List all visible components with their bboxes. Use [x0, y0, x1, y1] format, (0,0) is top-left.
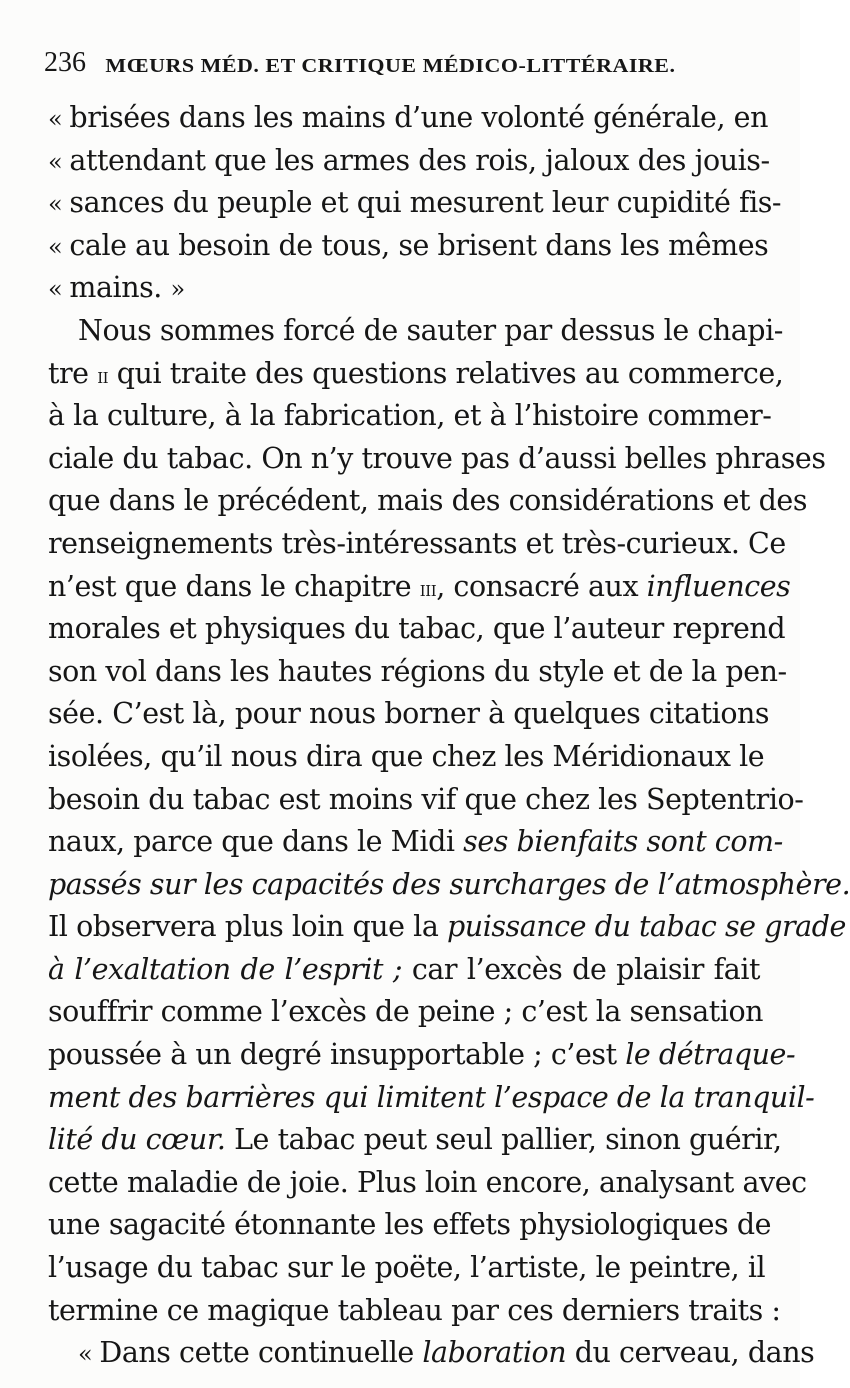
- guillemet: «: [48, 275, 70, 304]
- page-header: [44, 48, 760, 79]
- text-segment: besoin du tabac est moins vif que chez les Septentrio-: [48, 782, 804, 816]
- text-segment: renseignements très-intéressants et très-curieux. Ce: [48, 526, 786, 560]
- italic-phrase: puissance du tabac se grade: [447, 910, 846, 944]
- text-line: [48, 991, 764, 1034]
- italic-phrase: laboration: [422, 1336, 567, 1370]
- italic-phrase: ses bienfaits sont com-: [463, 825, 783, 859]
- text-line: [48, 353, 784, 396]
- text-segment: cette maladie de joie. Plus loin encore, analysant avec: [48, 1165, 807, 1199]
- text-line: [48, 949, 760, 992]
- text-segment: l’usage du tabac sur le poëte, l’artiste, le peintre, il: [48, 1251, 766, 1285]
- text-segment: souffrir comme l’excès de peine ; c’est la sensation: [48, 995, 764, 1029]
- text-segment: Nous sommes forcé de sauter par dessus le chapi-: [78, 313, 783, 347]
- text-segment: Il observera plus loin que la: [48, 910, 447, 944]
- text-line: [48, 1247, 766, 1290]
- italic-phrase: à l’exaltation de l’esprit ;: [48, 952, 403, 986]
- roman-numeral: ii: [97, 363, 109, 388]
- text-line: [48, 1204, 772, 1247]
- text-segment: cale au besoin de tous, se brisent dans les mêmes: [69, 228, 769, 262]
- text-line: [48, 608, 786, 651]
- text-segment: poussée à un degré insupportable ; c’est: [48, 1038, 626, 1072]
- text-segment: n’est que dans le chapitre: [48, 569, 420, 603]
- text-segment: car l’excès de plaisir fait: [402, 952, 760, 986]
- text-line: [48, 1332, 815, 1375]
- text-segment: Le tabac peut seul pallier, sinon guérir,: [225, 1123, 782, 1157]
- text-line: [48, 821, 783, 864]
- text-line: [48, 182, 782, 225]
- text-line: [48, 225, 769, 268]
- text-line: [48, 1162, 807, 1205]
- text-segment: tre: [48, 356, 98, 390]
- italic-phrase: ment des barrières qui limitent l’espace de la tranquil-: [48, 1080, 815, 1114]
- guillemet: «: [48, 147, 70, 176]
- text-segment: qui traite des questions relatives au commerce,: [108, 356, 784, 390]
- text-segment: attendant que les armes des rois, jaloux des jouis-: [69, 143, 770, 177]
- text-line: [48, 395, 772, 438]
- text-line: [48, 1290, 781, 1333]
- text-segment: sances du peuple et qui mesurent leur cupidité fis-: [69, 186, 782, 220]
- text-line: [48, 438, 826, 481]
- text-line: [48, 480, 808, 523]
- running-title: MŒURS MÉD. ET CRITIQUE MÉDICO-LITTÉRAIRE.: [105, 53, 676, 77]
- text-line: [48, 693, 770, 736]
- text-line: [48, 523, 786, 566]
- italic-phrase: le détraque-: [625, 1038, 796, 1072]
- text-line: [48, 97, 768, 140]
- page-number: 236: [44, 47, 86, 78]
- roman-numeral: iii: [419, 576, 437, 601]
- text-segment: brisées dans les mains d’une volonté générale, en: [69, 101, 768, 134]
- body-text: [48, 97, 850, 1375]
- italic-phrase: passés sur les capacités des surcharges de l’atmosphère.: [48, 867, 850, 901]
- text-line: [48, 1034, 796, 1077]
- guillemet: «: [48, 190, 70, 219]
- text-line: [48, 736, 765, 779]
- text-line: [48, 310, 783, 353]
- text-segment: isolées, qu’il nous dira que chez les Méridionaux le: [48, 739, 765, 773]
- italic-phrase: influences: [646, 569, 791, 603]
- text-line: [48, 864, 850, 907]
- text-segment: termine ce magique tableau par ces derniers traits :: [48, 1293, 781, 1327]
- text-segment: du cerveau, dans: [566, 1336, 815, 1370]
- text-segment: sée. C’est là, pour nous borner à quelques citations: [48, 697, 770, 731]
- guillemet: «: [48, 105, 70, 133]
- text-line: [48, 651, 787, 694]
- text-segment: à la culture, à la fabrication, et à l’histoire commer-: [48, 399, 772, 433]
- text-segment: , consacré aux: [436, 569, 647, 603]
- text-segment: mains.: [69, 271, 171, 305]
- text-segment: naux, parce que dans le Midi: [48, 825, 464, 859]
- text-line: [48, 779, 804, 822]
- text-segment: que dans le précédent, mais des considérations et des: [48, 484, 808, 518]
- text-segment: ciale du tabac. On n’y trouve pas d’aussi belles phrases: [48, 441, 826, 475]
- text-segment: morales et physiques du tabac, que l’auteur reprend: [48, 612, 786, 646]
- text-segment: Dans cette continuelle: [99, 1336, 423, 1370]
- italic-phrase: lité du cœur.: [48, 1123, 226, 1157]
- text-line: [48, 1077, 815, 1120]
- text-line: [48, 140, 770, 183]
- guillemet: «: [48, 232, 70, 261]
- guillemet: »: [170, 275, 185, 304]
- text-line: [48, 1119, 782, 1162]
- guillemet: «: [78, 1340, 100, 1369]
- text-line: [48, 566, 791, 609]
- text-segment: une sagacité étonnante les effets physiologiques de: [48, 1208, 772, 1242]
- text-line: [48, 267, 760, 310]
- text-segment: son vol dans les hautes régions du style et de la pen-: [48, 654, 787, 688]
- text-line: [48, 906, 846, 949]
